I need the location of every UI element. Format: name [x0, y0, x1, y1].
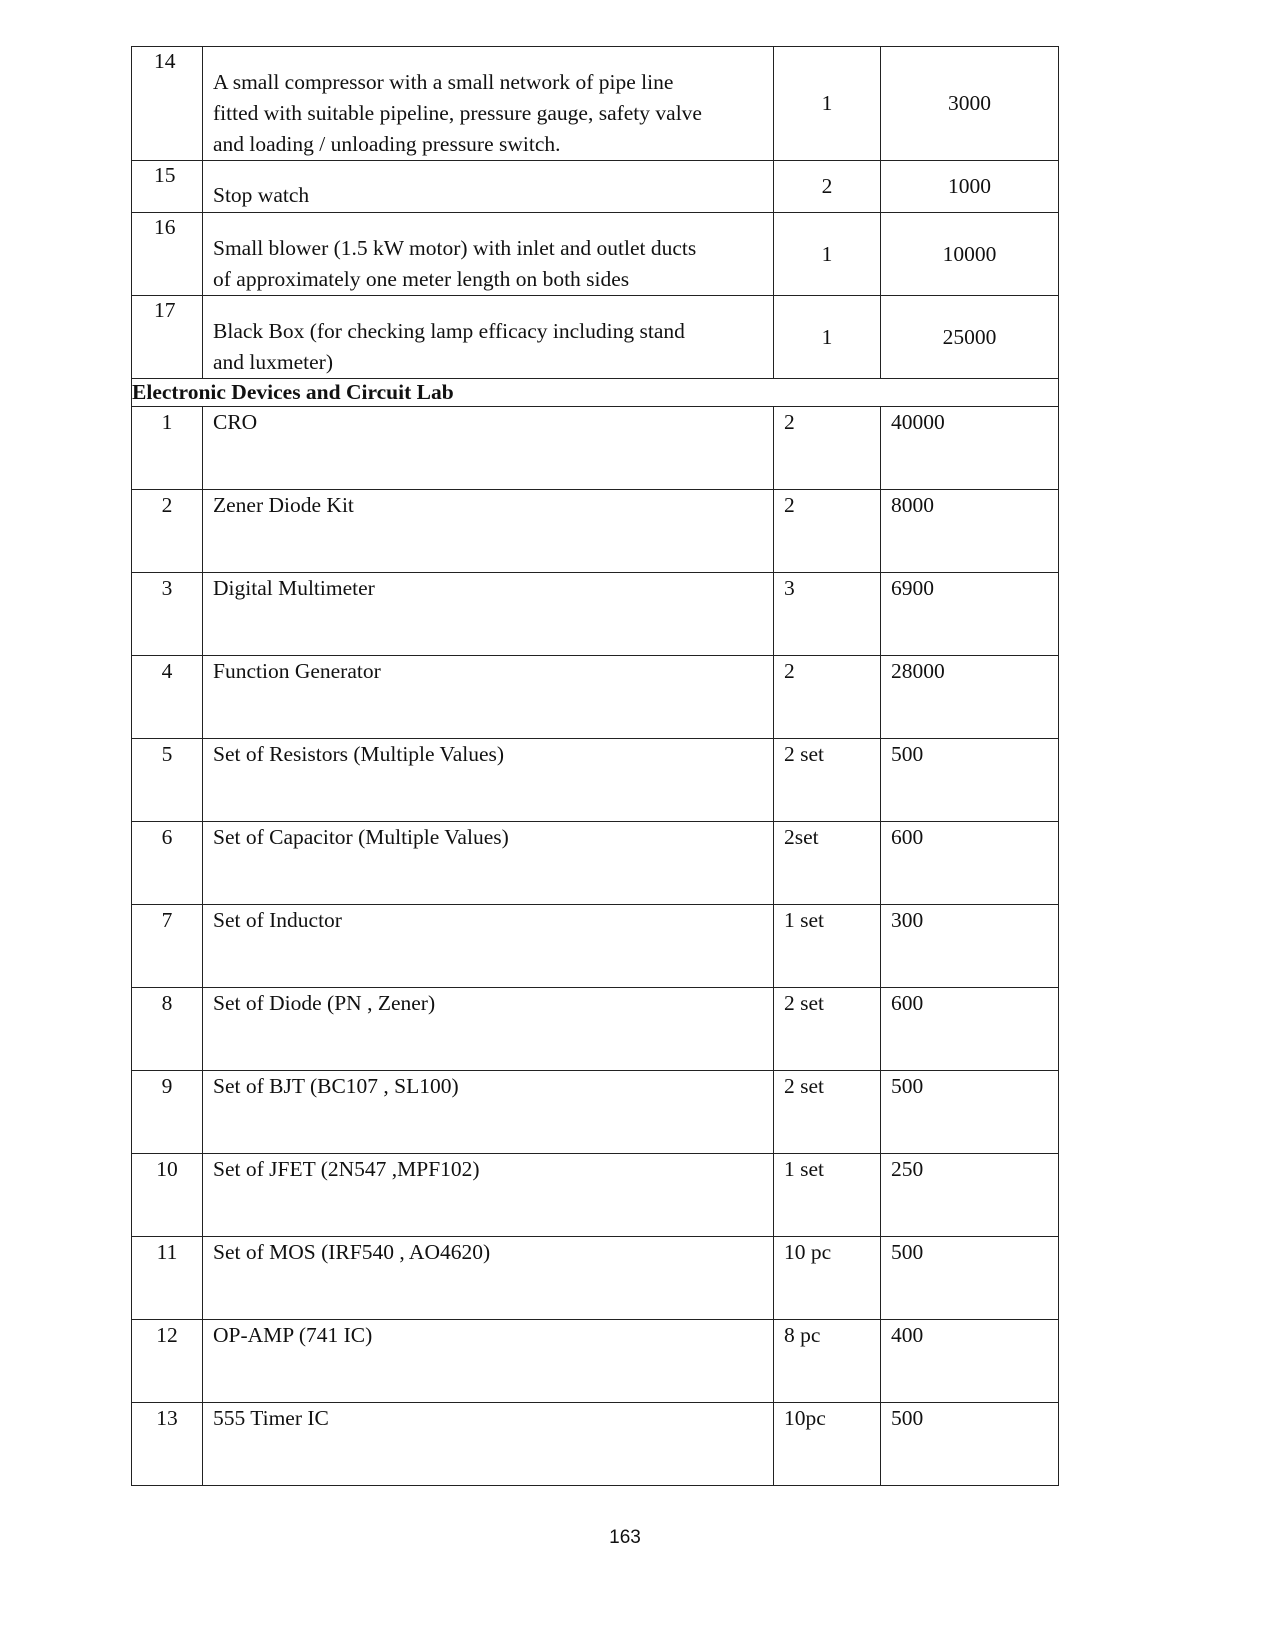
table-row	[132, 1154, 1059, 1237]
item-description: Set of Inductor	[203, 905, 774, 988]
item-cost: 400	[881, 1320, 1059, 1403]
item-description: Set of Diode (PN , Zener)	[203, 988, 774, 1071]
table-row	[132, 822, 1059, 905]
description-line: fitted with suitable pipeline, pressure gauge, safety valve	[213, 101, 702, 125]
item-quantity: 2	[774, 490, 881, 573]
item-cost: 500	[881, 1237, 1059, 1320]
description-line: and luxmeter)	[213, 350, 333, 374]
item-number: 4	[132, 656, 203, 739]
table-row	[132, 573, 1059, 656]
item-quantity: 2	[774, 407, 881, 490]
table-row	[132, 1237, 1059, 1320]
item-description: Zener Diode Kit	[203, 490, 774, 573]
description-line: Black Box (for checking lamp efficacy including stand	[213, 319, 685, 343]
item-cost: 250	[881, 1154, 1059, 1237]
item-number: 13	[132, 1403, 203, 1486]
table-row	[132, 296, 1059, 379]
table-row	[132, 656, 1059, 739]
item-number: 6	[132, 822, 203, 905]
item-cost: 500	[881, 1071, 1059, 1154]
item-quantity: 1	[774, 213, 881, 296]
item-cost: 1000	[881, 161, 1059, 213]
item-number: 12	[132, 1320, 203, 1403]
description-line: Small blower (1.5 kW motor) with inlet and outlet ducts	[213, 236, 697, 260]
item-cost: 25000	[881, 296, 1059, 379]
item-cost: 500	[881, 739, 1059, 822]
item-cost: 8000	[881, 490, 1059, 573]
item-quantity: 2 set	[774, 1071, 881, 1154]
item-cost: 500	[881, 1403, 1059, 1486]
item-description: OP-AMP (741 IC)	[203, 1320, 774, 1403]
item-cost: 600	[881, 988, 1059, 1071]
item-cost: 600	[881, 822, 1059, 905]
item-quantity: 1 set	[774, 1154, 881, 1237]
item-number: 3	[132, 573, 203, 656]
item-number: 15	[132, 161, 203, 213]
table-row	[132, 407, 1059, 490]
item-description: Set of Resistors (Multiple Values)	[203, 739, 774, 822]
item-description: Set of MOS (IRF540 , AO4620)	[203, 1237, 774, 1320]
item-cost: 10000	[881, 213, 1059, 296]
item-number: 14	[132, 47, 203, 161]
item-quantity: 2 set	[774, 739, 881, 822]
item-number: 16	[132, 213, 203, 296]
description-line: Stop watch	[213, 183, 310, 207]
description-line: and loading / unloading pressure switch.	[213, 132, 561, 156]
table-row	[132, 1071, 1059, 1154]
table-row	[132, 1403, 1059, 1486]
table-row	[132, 905, 1059, 988]
description-line: A small compressor with a small network of pipe line	[213, 70, 674, 94]
item-quantity: 1	[774, 47, 881, 161]
table-row	[132, 739, 1059, 822]
item-number: 8	[132, 988, 203, 1071]
item-cost: 28000	[881, 656, 1059, 739]
table-row	[132, 490, 1059, 573]
item-quantity: 8 pc	[774, 1320, 881, 1403]
item-description: Digital Multimeter	[203, 573, 774, 656]
item-number: 9	[132, 1071, 203, 1154]
item-number: 7	[132, 905, 203, 988]
item-quantity: 2 set	[774, 988, 881, 1071]
item-quantity: 2	[774, 161, 881, 213]
description-line: of approximately one meter length on both sides	[213, 267, 630, 291]
item-cost: 40000	[881, 407, 1059, 490]
item-quantity: 1	[774, 296, 881, 379]
item-number: 10	[132, 1154, 203, 1237]
item-description: Set of Capacitor (Multiple Values)	[203, 822, 774, 905]
item-description: Function Generator	[203, 656, 774, 739]
item-description	[203, 213, 774, 296]
table-row	[132, 213, 1059, 296]
item-description: Set of BJT (BC107 , SL100)	[203, 1071, 774, 1154]
item-quantity: 1 set	[774, 905, 881, 988]
item-description: Set of JFET (2N547 ,MPF102)	[203, 1154, 774, 1237]
section-title: Electronic Devices and Circuit Lab	[132, 379, 1059, 407]
item-number: 17	[132, 296, 203, 379]
item-quantity: 10pc	[774, 1403, 881, 1486]
section-heading-row	[132, 379, 1059, 407]
item-number: 11	[132, 1237, 203, 1320]
table-row	[132, 161, 1059, 213]
item-description: 555 Timer IC	[203, 1403, 774, 1486]
item-cost: 3000	[881, 47, 1059, 161]
equipment-table	[131, 46, 1059, 1486]
item-cost: 6900	[881, 573, 1059, 656]
item-description: CRO	[203, 407, 774, 490]
item-number: 1	[132, 407, 203, 490]
page-number: 163	[609, 1527, 641, 1548]
item-quantity: 10 pc	[774, 1237, 881, 1320]
item-quantity: 2set	[774, 822, 881, 905]
table-row	[132, 988, 1059, 1071]
item-description	[203, 161, 774, 213]
item-number: 5	[132, 739, 203, 822]
table-row	[132, 47, 1059, 161]
item-quantity: 3	[774, 573, 881, 656]
item-quantity: 2	[774, 656, 881, 739]
item-cost: 300	[881, 905, 1059, 988]
table-row	[132, 1320, 1059, 1403]
item-number: 2	[132, 490, 203, 573]
item-description	[203, 296, 774, 379]
item-description	[203, 47, 774, 161]
